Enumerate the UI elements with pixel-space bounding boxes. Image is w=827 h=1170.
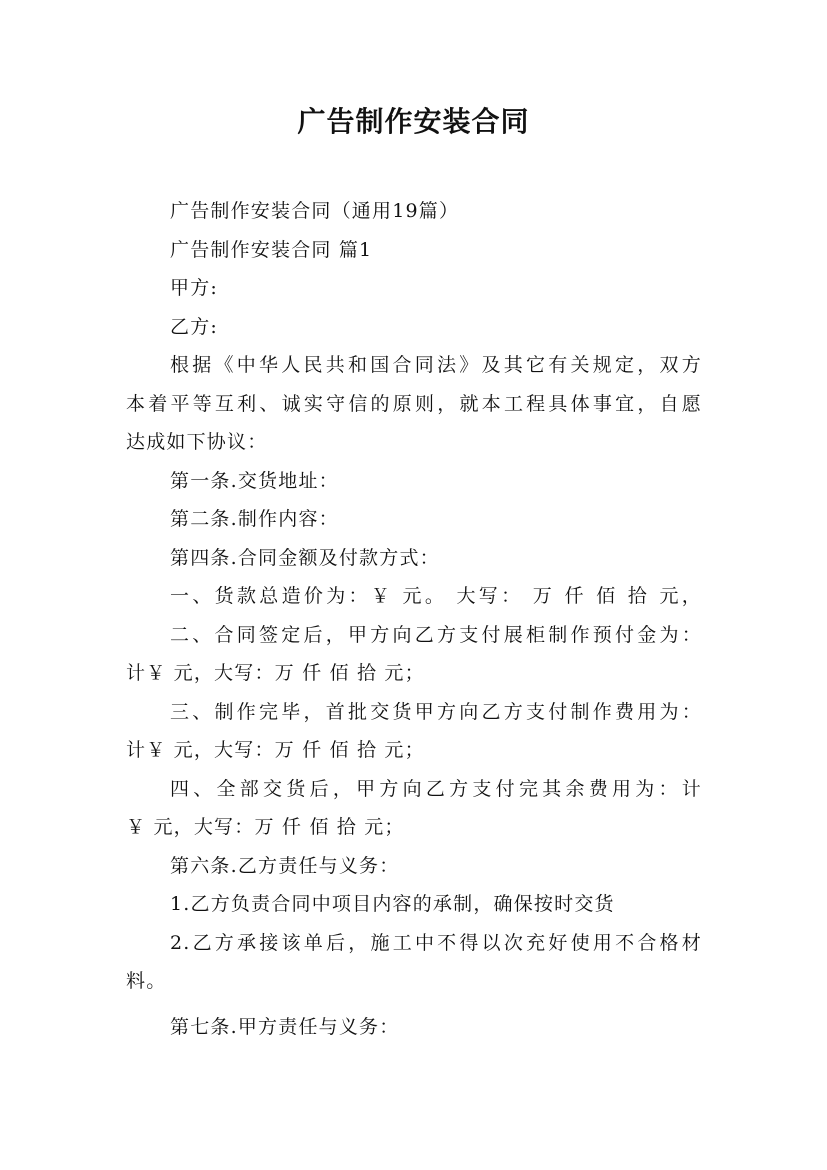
body-line: 2.乙方承接该单后，施工中不得以次充好使用不合格材 <box>170 932 702 954</box>
body-line: 1.乙方负责合同中项目内容的承制，确保按时交货 <box>170 893 615 915</box>
article-heading: 第二条.制作内容： <box>170 508 339 530</box>
document-title: 广告制作安装合同 <box>297 105 530 138</box>
article-heading: 第六条.乙方责任与义务： <box>170 855 400 877</box>
body-line: 根据《中华人民共和国合同法》及其它有关规定，双方 <box>170 354 702 376</box>
article-heading: 第七条.甲方责任与义务： <box>170 1016 400 1038</box>
body-line: ￥ 元，大写：万 仟 佰 拾 元； <box>126 816 405 838</box>
section-heading: 广告制作安装合同 篇1 <box>170 239 373 261</box>
body-line: 四、全部交货后，甲方向乙方支付完其余费用为：计 <box>170 778 702 800</box>
body-line: 计￥ 元，大写：万 仟 佰 拾 元； <box>126 739 425 761</box>
subtitle-line: 广告制作安装合同（通用19篇） <box>170 200 460 222</box>
article-heading: 第四条.合同金额及付款方式： <box>170 547 440 569</box>
body-line: 达成如下协议： <box>126 431 268 453</box>
body-line: 二、合同签定后，甲方向乙方支付展柜制作预付金为： <box>170 624 702 646</box>
body-line: 料。 <box>126 970 167 992</box>
body-line: 计￥ 元，大写：万 仟 佰 拾 元； <box>126 662 425 684</box>
body-line: 本着平等互利、诚实守信的原则，就本工程具体事宜，自愿 <box>126 393 702 415</box>
party-a-line: 甲方: <box>170 277 219 299</box>
body-line: 一、货款总造价为：￥ 元。 大写： 万 仟 佰 拾 元， <box>170 585 702 607</box>
article-heading: 第一条.交货地址： <box>170 470 339 492</box>
body-line: 三、制作完毕，首批交货甲方向乙方支付制作费用为： <box>170 701 702 723</box>
party-b-line: 乙方: <box>170 316 219 338</box>
